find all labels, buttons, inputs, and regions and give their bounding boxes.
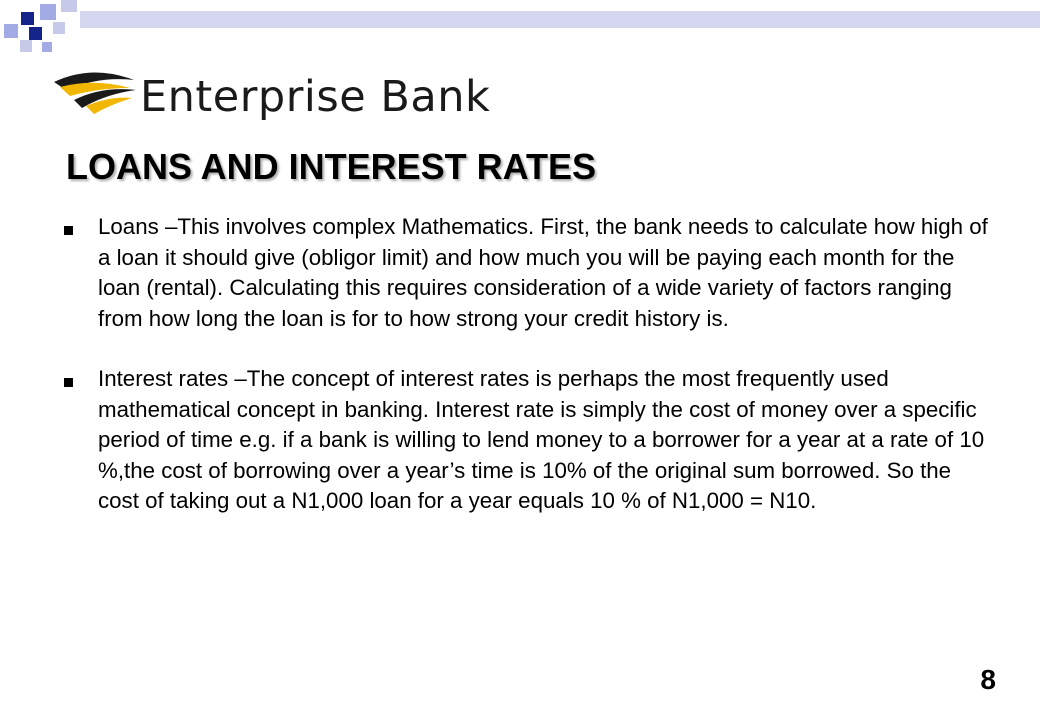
square-bullet-icon [64,378,73,387]
deco-square-navy [21,12,34,25]
swoosh-bird-logo-icon [52,60,142,130]
bullet-item-interest-rates [58,364,988,517]
deco-square-lavender-2 [53,22,65,34]
deco-square-light-blue [40,4,56,20]
corner-decoration [0,0,1040,60]
deco-square-lavender-3 [20,40,32,52]
top-bar [80,11,1040,28]
logo-text: Enterprise Bank [140,72,491,122]
square-bullet-icon [64,226,73,235]
bullet-text: Interest rates –The concept of interest rates is perhaps the most frequently used mathematical concept in banking. Interest rate is simply the cost of money over a specific period of time e.g. if a bank is willing to lend money to a borrower for a year at a rate of 10 %,the cost of borrowing over a year’s time is 10% of the original sum borrowed. So the cost of taking out a N1,000 loan for a year equals 10 % of N1,000 = N10. [98,366,985,513]
bullet-item-loans [58,212,988,334]
slide-title: LOANS AND INTEREST RATES [66,146,597,187]
brand-logo [52,60,491,130]
bullet-text: Loans –This involves complex Mathematics. First, the bank needs to calculate how high of a loan it should give (obligor limit) and how much you will be paying each month for the loan (rental). Calculating this requires consideration of a wide variety of factors ranging from how long the loan is for to how strong your credit history is. [98,214,988,331]
deco-square-navy-2 [29,27,42,40]
deco-square-lavender [61,0,77,12]
page-number: 8 [980,664,996,695]
deco-square-light-blue-2 [4,24,18,38]
bullet-list [58,212,988,547]
deco-square-light-blue-3 [42,42,52,52]
